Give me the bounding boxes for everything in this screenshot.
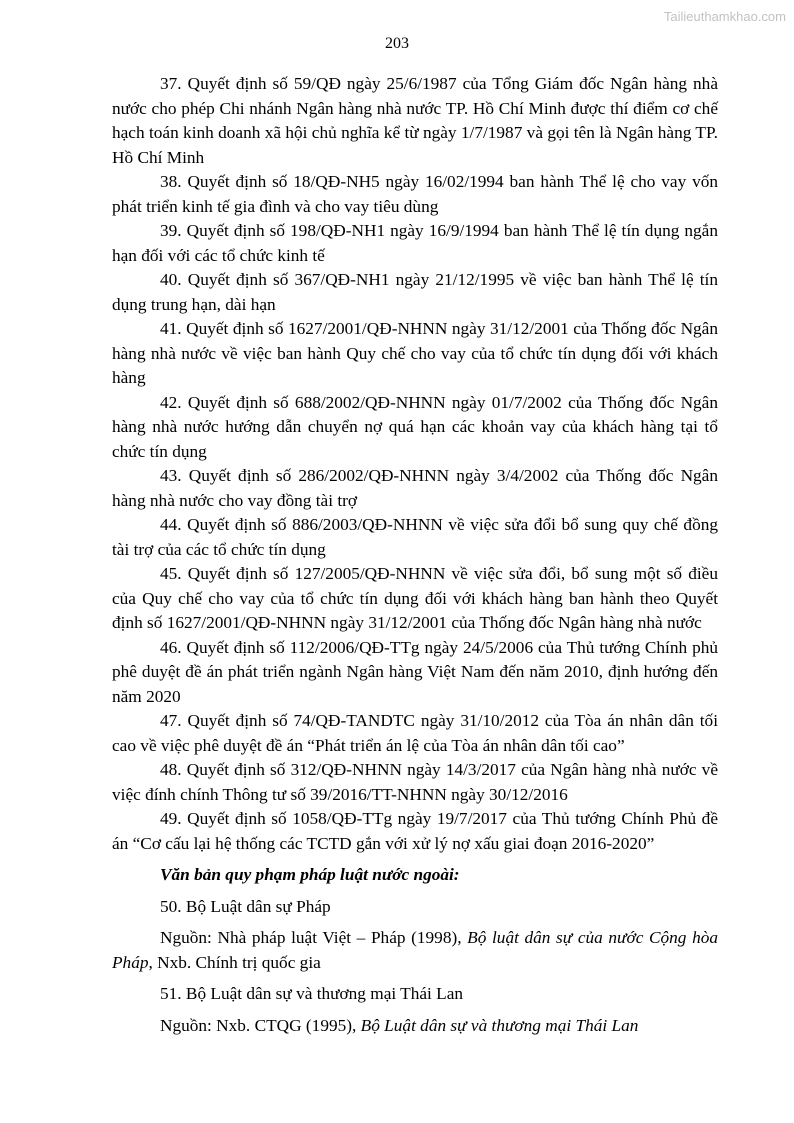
reference-item-40: 40. Quyết định số 367/QĐ-NH1 ngày 21/12/1995 về việc ban hành Thể lệ tín dụng trung hạn, dài hạn: [112, 270, 718, 314]
reference-item-48: 48. Quyết định số 312/QĐ-NHNN ngày 14/3/2017 của Ngân hàng nhà nước về việc đính chính Thông tư số 39/2016/TT-NHNN ngày 30/12/2016: [112, 760, 718, 804]
reference-source-50: [112, 926, 718, 975]
reference-item-50: 50. Bộ Luật dân sự Pháp: [160, 896, 331, 916]
reference-item-39: 39. Quyết định số 198/QĐ-NH1 ngày 16/9/1994 ban hành Thể lệ tín dụng ngắn hạn đối với các tổ chức kinh tế: [112, 221, 718, 265]
reference-item-51: 51. Bộ Luật dân sự và thương mại Thái Lan: [160, 984, 464, 1003]
source-50-title: Bộ luật dân sự của nước Cộng hòa Pháp: [112, 928, 718, 972]
reference-item-41: 41. Quyết định số 1627/2001/QĐ-NHNN ngày 31/12/2001 của Thống đốc Ngân hàng nhà nước về việc ban hành Quy chế cho vay của tổ chức tín dụng đối với khách hàng: [112, 319, 718, 387]
reference-item-47: 47. Quyết định số 74/QĐ-TANDTC ngày 31/10/2012 của Tòa án nhân dân tối cao về việc phê duyệt đề án “Phát triển án lệ của Tòa án nhân dân tối cao”: [112, 711, 718, 755]
reference-item-49: 49. Quyết định số 1058/QĐ-TTg ngày 19/7/2017 của Thủ tướng Chính Phủ đề án “Cơ cấu lại hệ thống các TCTD gắn với xử lý nợ xấu giai đoạn 2016-2020”: [112, 809, 718, 853]
reference-item-38: 38. Quyết định số 18/QĐ-NH5 ngày 16/02/1994 ban hành Thể lệ cho vay vốn phát triển kinh tế gia đình và cho vay tiêu dùng: [112, 172, 718, 216]
reference-item-43: 43. Quyết định số 286/2002/QĐ-NHNN ngày 3/4/2002 của Thống đốc Ngân hàng nhà nước cho vay đồng tài trợ: [112, 466, 718, 510]
source-50-prefix: Nguồn: Nhà pháp luật Việt – Pháp (1998),: [160, 928, 468, 947]
reference-source-51: [112, 1014, 718, 1039]
source-51-title: Bộ Luật dân sự và thương mại Thái Lan: [360, 1015, 639, 1035]
reference-list: [112, 72, 718, 1038]
reference-item-37: 37. Quyết định số 59/QĐ ngày 25/6/1987 của Tổng Giám đốc Ngân hàng nhà nước cho phép Chi nhánh Ngân hàng nhà nước TP. Hồ Chí Minh được thí điểm cơ chế hạch toán kinh doanh xã hội chủ nghĩa kể từ ngày 1/7/1987 và gọi tên là Ngân hàng TP. Hồ Chí Minh: [112, 74, 718, 167]
source-51-prefix: Nguồn: Nxb. CTQG (1995),: [160, 1015, 361, 1035]
page-number: 203: [385, 35, 409, 52]
foreign-law-heading: Văn bản quy phạm pháp luật nước ngoài:: [160, 865, 460, 884]
reference-item-44: 44. Quyết định số 886/2003/QĐ-NHNN về việc sửa đổi bổ sung quy chế đồng tài trợ của các tổ chức tín dụng: [112, 515, 718, 559]
watermark: Tailieuthamkhao.com: [663, 9, 786, 24]
source-50-suffix: , Nxb. Chính trị quốc gia: [148, 952, 321, 972]
reference-item-46: 46. Quyết định số 112/2006/QĐ-TTg ngày 24/5/2006 của Thủ tướng Chính phủ phê duyệt đề án phát triển ngành Ngân hàng Việt Nam đến năm 2010, định hướng đến năm 2020: [112, 637, 718, 706]
reference-item-45: 45. Quyết định số 127/2005/QĐ-NHNN về việc sửa đổi, bổ sung một số điều của Quy chế cho vay của tổ chức tín dụng đối với khách hàng ban hành theo Quyết định số 1627/2001/QĐ-NHNN ngày 31/12/2001 của Thống đốc Ngân hàng nhà nước: [112, 564, 718, 632]
reference-item-42: 42. Quyết định số 688/2002/QĐ-NHNN ngày 01/7/2002 của Thống đốc Ngân hàng nhà nước hướng dẫn chuyển nợ quá hạn các khoản vay của khách hàng tại tổ chức tín dụng: [112, 392, 718, 461]
